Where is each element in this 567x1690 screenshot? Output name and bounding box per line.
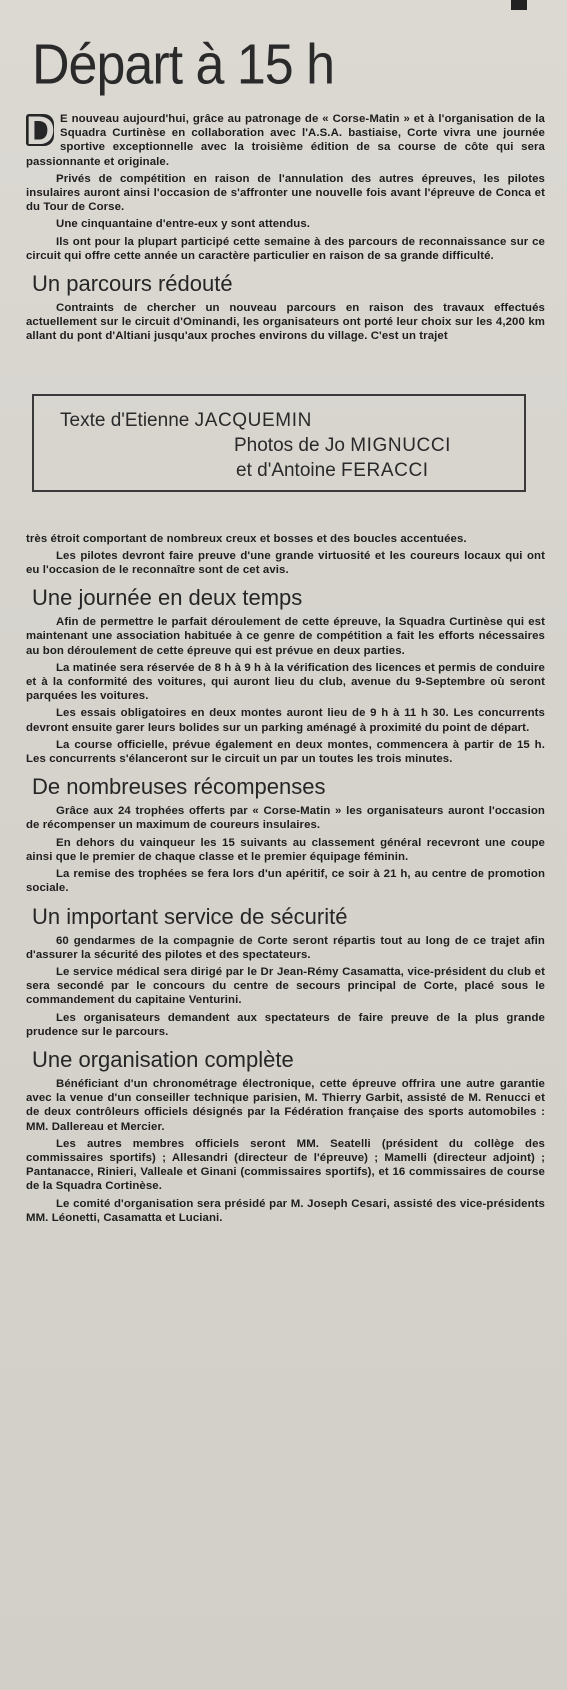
section-paragraph: La matinée sera réservée de 8 h à 9 h à la vérification des licences et permis de conduire et à la conformité des voitures, qui auront lieu du club, avenue du 9-Septembre où seront parquées les voitures.: [26, 661, 545, 703]
headline: Départ à 15 h: [32, 34, 335, 97]
credit-photo-author-2: et d'Antoine FERACCI: [236, 459, 429, 481]
lead-paragraph-4: Ils ont pour la plupart participé cette semaine à des parcours de reconnaissance sur ce circuit qui offre cette année un caractère particulier en raison de sa grande difficulté.: [26, 235, 545, 262]
section-paragraph: Bénéficiant d'un chronométrage électronique, cette épreuve offrira une autre garantie avec la venue d'un conseiller technique parisien, M. Thierry Garbit, assisté de M. Renucci et de deux contrôleurs officiels désignés par la Fédération française des sports automobiles : MM. Dallereau et Mercier.: [26, 1077, 545, 1133]
lead-paragraph-2: Privés de compétition en raison de l'annulation des autres épreuves, les pilotes insulaires auront ainsi l'occasion de s'affronter une nouvelle fois avant l'épreuve de Conca et du Tour de Corse.: [26, 172, 545, 214]
section-paragraph: Les pilotes devront faire preuve d'une grande virtuosité et les coureurs locaux qui ont eu l'occasion de le reconnaître sont de cet avis.: [26, 549, 545, 577]
section-paragraph: La course officielle, prévue également en deux montes, commencera à partir de 15 h. Les concurrents s'élanceront sur le circuit un par un toutes les trois minutes.: [26, 738, 545, 766]
section-paragraph: La remise des trophées se fera lors d'un apéritif, ce soir à 21 h, au centre de promotion sociale.: [26, 868, 545, 895]
section-paragraph: Le service médical sera dirigé par le Dr Jean-Rémy Casamatta, vice-président du club et sera secondé par le concours du centre de secours principal de Corte, placé sous le commandement du capitaine Venturini.: [26, 965, 545, 1007]
section-paragraph: 60 gendarmes de la compagnie de Corte seront répartis tout au long de ce trajet afin d'assurer la sécurité des pilotes et des spectateurs.: [26, 934, 545, 961]
section-title-organisation: Une organisation complète: [32, 1046, 294, 1072]
section-title-recompenses: De nombreuses récompenses: [32, 774, 326, 800]
section-title-parcours: Un parcours rédouté: [32, 271, 233, 297]
section-paragraph: Les organisateurs demandent aux spectateurs de faire preuve de la plus grande prudence sur le parcours.: [26, 1011, 545, 1038]
credit-text-author: Texte d'Etienne JACQUEMIN: [60, 409, 312, 431]
section-paragraph: Afin de permettre le parfait déroulement de cette épreuve, la Squadra Curtinèse qui est maintenant une association habituée à ce genre de compétition a fait les efforts nécessaires au bon déroulement de cette épreuve qui est prévue en deux parties.: [26, 616, 545, 657]
section-organisation: [26, 1077, 545, 1225]
section-journee: [26, 615, 545, 766]
dropcap: D: [26, 109, 55, 153]
lead-paragraph-3: Une cinquantaine d'entre-eux y sont attendus.: [56, 218, 311, 231]
section-title-journee: Une journée en deux temps: [32, 585, 303, 611]
section-paragraph: Le comité d'organisation sera présidé par M. Joseph Cesari, assisté des vice-présidents MM. Léonetti, Casamatta et Luciani.: [26, 1197, 545, 1224]
section-paragraph: Grâce aux 24 trophées offerts par « Corse-Matin » les organisateurs auront l'occasion de récompenser un maximum de coureurs insulaires.: [26, 805, 545, 832]
section-title-securite: Un important service de sécurité: [32, 903, 348, 929]
credits-box: [32, 394, 526, 492]
section-paragraph: très étroit comportant de nombreux creux et bosses et des boucles accentuées.: [26, 532, 467, 545]
section-paragraph: Contraints de chercher un nouveau parcours en raison des travaux effectués actuellement sur le circuit d'Ominandi, les organisateurs ont porté leur choix sur les 4,200 km allant du pont d'Altiani jusqu'aux proches environs du village. C'est un trajet: [26, 302, 545, 343]
section-parcours-continued: [26, 532, 545, 578]
corner-mark: [511, 0, 527, 10]
section-recompenses: [26, 804, 545, 895]
credit-photo-author-1: Photos de Jo MIGNUCCI: [234, 434, 452, 456]
lead-article: [26, 109, 545, 263]
section-securite: [26, 934, 545, 1039]
section-paragraph: En dehors du vainqueur les 15 suivants au classement général recevront une coupe ainsi que le premier de chaque classe et le premier équipage féminin.: [26, 836, 545, 863]
lead-paragraph-1: D E nouveau aujourd'hui, grâce au patronage de « Corse-Matin » et à l'organisation de la Squadra Curtinèse en collaboration avec l'A.S.A. bastiaise, Corte vivra une journée sportive exceptionnelle avec la troisième édition de sa course de côte qui sera passionnante et originale.: [26, 109, 545, 168]
section-paragraph: Les autres membres officiels seront MM. Seatelli (président du collège des commissaires sportifs) ; Allesandri (directeur de l'épreuve) ; Mamelli (directeur adjoint) ; Pantanacce, Rinieri, Valleale et Ginani (commissaires sportifs), et 16 commissaires de course de la Squadra Cortinèse.: [26, 1137, 545, 1193]
section-paragraph: Les essais obligatoires en deux montes auront lieu de 9 h à 11 h 30. Les concurrents devront ensuite garer leurs bolides sur un parking aménagé à proximité du point de départ.: [26, 707, 545, 734]
section-parcours: [26, 301, 545, 344]
